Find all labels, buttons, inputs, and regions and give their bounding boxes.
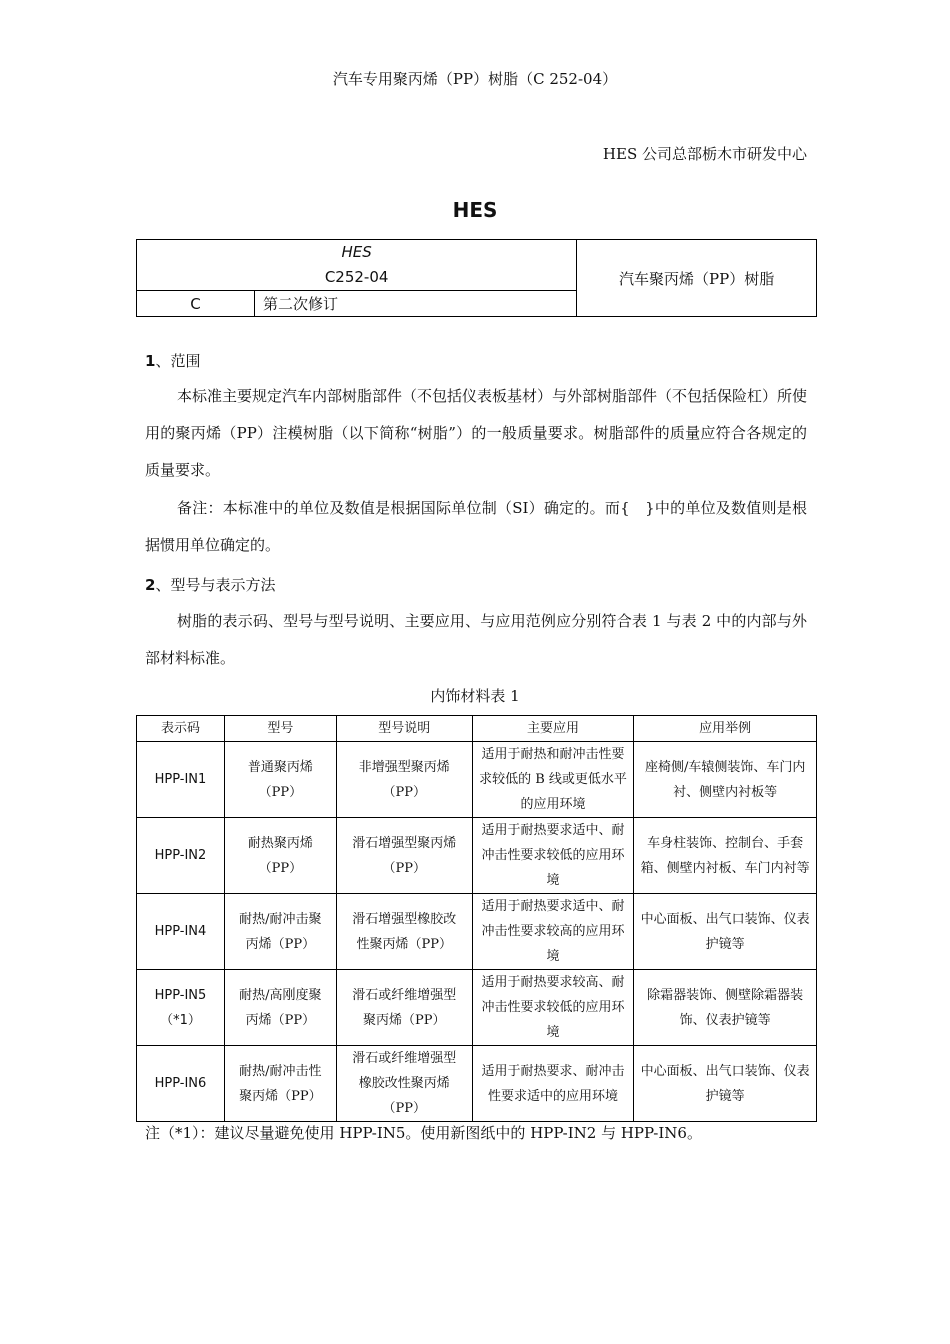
main-title: HES xyxy=(452,198,498,222)
doc-info-table xyxy=(136,239,817,317)
section1-heading xyxy=(145,350,200,371)
table-note: 注（*1）：建议尽量避免使用 HPP-IN5。使用新图纸中的 HPP-IN2 与 HPP-IN6。 xyxy=(145,1124,702,1142)
cell-example: 中心面板、出气口装饰、仪表护镜等 xyxy=(634,1046,817,1122)
doc-id-cell xyxy=(137,240,577,291)
standard-number: C252-04 xyxy=(324,268,389,286)
cell-desc: 滑石或纤维增强型聚丙烯（PP） xyxy=(336,970,472,1046)
cell-type: 耐热/高刚度聚丙烯（PP） xyxy=(224,970,336,1046)
cell-example: 中心面板、出气口装饰、仪表护镜等 xyxy=(634,894,817,970)
cell-code: HPP-IN6 xyxy=(137,1046,225,1122)
cell-type: 普通聚丙烯（PP） xyxy=(224,742,336,818)
table-row xyxy=(137,742,817,818)
header-example: 应用举例 xyxy=(634,716,817,742)
cell-use: 适用于耐热要求较高、耐冲击性要求较低的应用环境 xyxy=(472,970,634,1046)
header-desc: 型号说明 xyxy=(336,716,472,742)
cell-use: 适用于耐热要求、耐冲击性要求适中的应用环境 xyxy=(472,1046,634,1122)
section1-number: 1 xyxy=(145,352,156,370)
header-use: 主要应用 xyxy=(472,716,634,742)
section1-title: 、范围 xyxy=(155,352,201,370)
table1-caption: 内饰材料表 1 xyxy=(430,687,520,705)
revision-text: 第二次修订 xyxy=(255,291,577,317)
cell-type: 耐热聚丙烯（PP） xyxy=(224,818,336,894)
table-row xyxy=(137,894,817,970)
header-type: 型号 xyxy=(224,716,336,742)
material-table xyxy=(136,715,817,1122)
standard-name: HES xyxy=(341,243,372,261)
section2-title: 、型号与表示方法 xyxy=(155,576,276,594)
section2-heading xyxy=(145,574,275,595)
table-row xyxy=(137,1046,817,1122)
cell-example: 车身柱装饰、控制台、手套箱、侧壁内衬板、车门内衬等 xyxy=(634,818,817,894)
section1-paragraph-1: 本标准主要规定汽车内部树脂部件（不包括仪表板基材）与外部树脂部件（不包括保险杠）所使用的聚丙烯（PP）注模树脂（以下简称“树脂”）的一般质量要求。树脂部件的质量应符合各规定的质量要求。 xyxy=(145,387,808,479)
section2-paragraph-1: 树脂的表示码、型号与型号说明、主要应用、与应用范例应分别符合表 1 与表 2 中的内部与外部材料标准。 xyxy=(145,612,807,667)
cell-code: HPP-IN1 xyxy=(137,742,225,818)
table-header-row xyxy=(137,716,817,742)
cell-desc: 非增强型聚丙烯（PP） xyxy=(336,742,472,818)
cell-type: 耐热/耐冲击聚丙烯（PP） xyxy=(224,894,336,970)
cell-code: HPP-IN5 （*1） xyxy=(137,970,225,1046)
doc-name-cell: 汽车聚丙烯（PP）树脂 xyxy=(577,240,817,317)
cell-example: 座椅侧/车辕侧装饰、车门内衬、侧壁内衬板等 xyxy=(634,742,817,818)
revision-code: C xyxy=(137,291,255,317)
cell-use: 适用于耐热要求适中、耐冲击性要求较高的应用环境 xyxy=(472,894,634,970)
table-row xyxy=(137,818,817,894)
cell-desc: 滑石增强型聚丙烯（PP） xyxy=(336,818,472,894)
cell-use: 适用于耐热和耐冲击性要求较低的 B 线或更低水平的应用环境 xyxy=(472,742,634,818)
cell-use: 适用于耐热要求适中、耐冲击性要求较低的应用环境 xyxy=(472,818,634,894)
section2-number: 2 xyxy=(145,576,156,594)
section1-paragraph-2: 备注：本标准中的单位及数值是根据国际单位制（SI）确定的。而{ }中的单位及数值则是根据惯用单位确定的。 xyxy=(145,499,807,554)
cell-type: 耐热/耐冲击性聚丙烯（PP） xyxy=(224,1046,336,1122)
cell-desc: 滑石或纤维增强型橡胶改性聚丙烯（PP） xyxy=(336,1046,472,1122)
table-row xyxy=(137,970,817,1046)
cell-code: HPP-IN2 xyxy=(137,818,225,894)
cell-example: 除霜器装饰、侧壁除霜器装饰、仪表护镜等 xyxy=(634,970,817,1046)
cell-desc: 滑石增强型橡胶改性聚丙烯（PP） xyxy=(336,894,472,970)
header-code: 表示码 xyxy=(137,716,225,742)
organization: HES 公司总部栃木市研发中心 xyxy=(602,145,807,163)
header-title: 汽车专用聚丙烯（PP）树脂（C 252-04） xyxy=(332,70,618,88)
cell-code: HPP-IN4 xyxy=(137,894,225,970)
